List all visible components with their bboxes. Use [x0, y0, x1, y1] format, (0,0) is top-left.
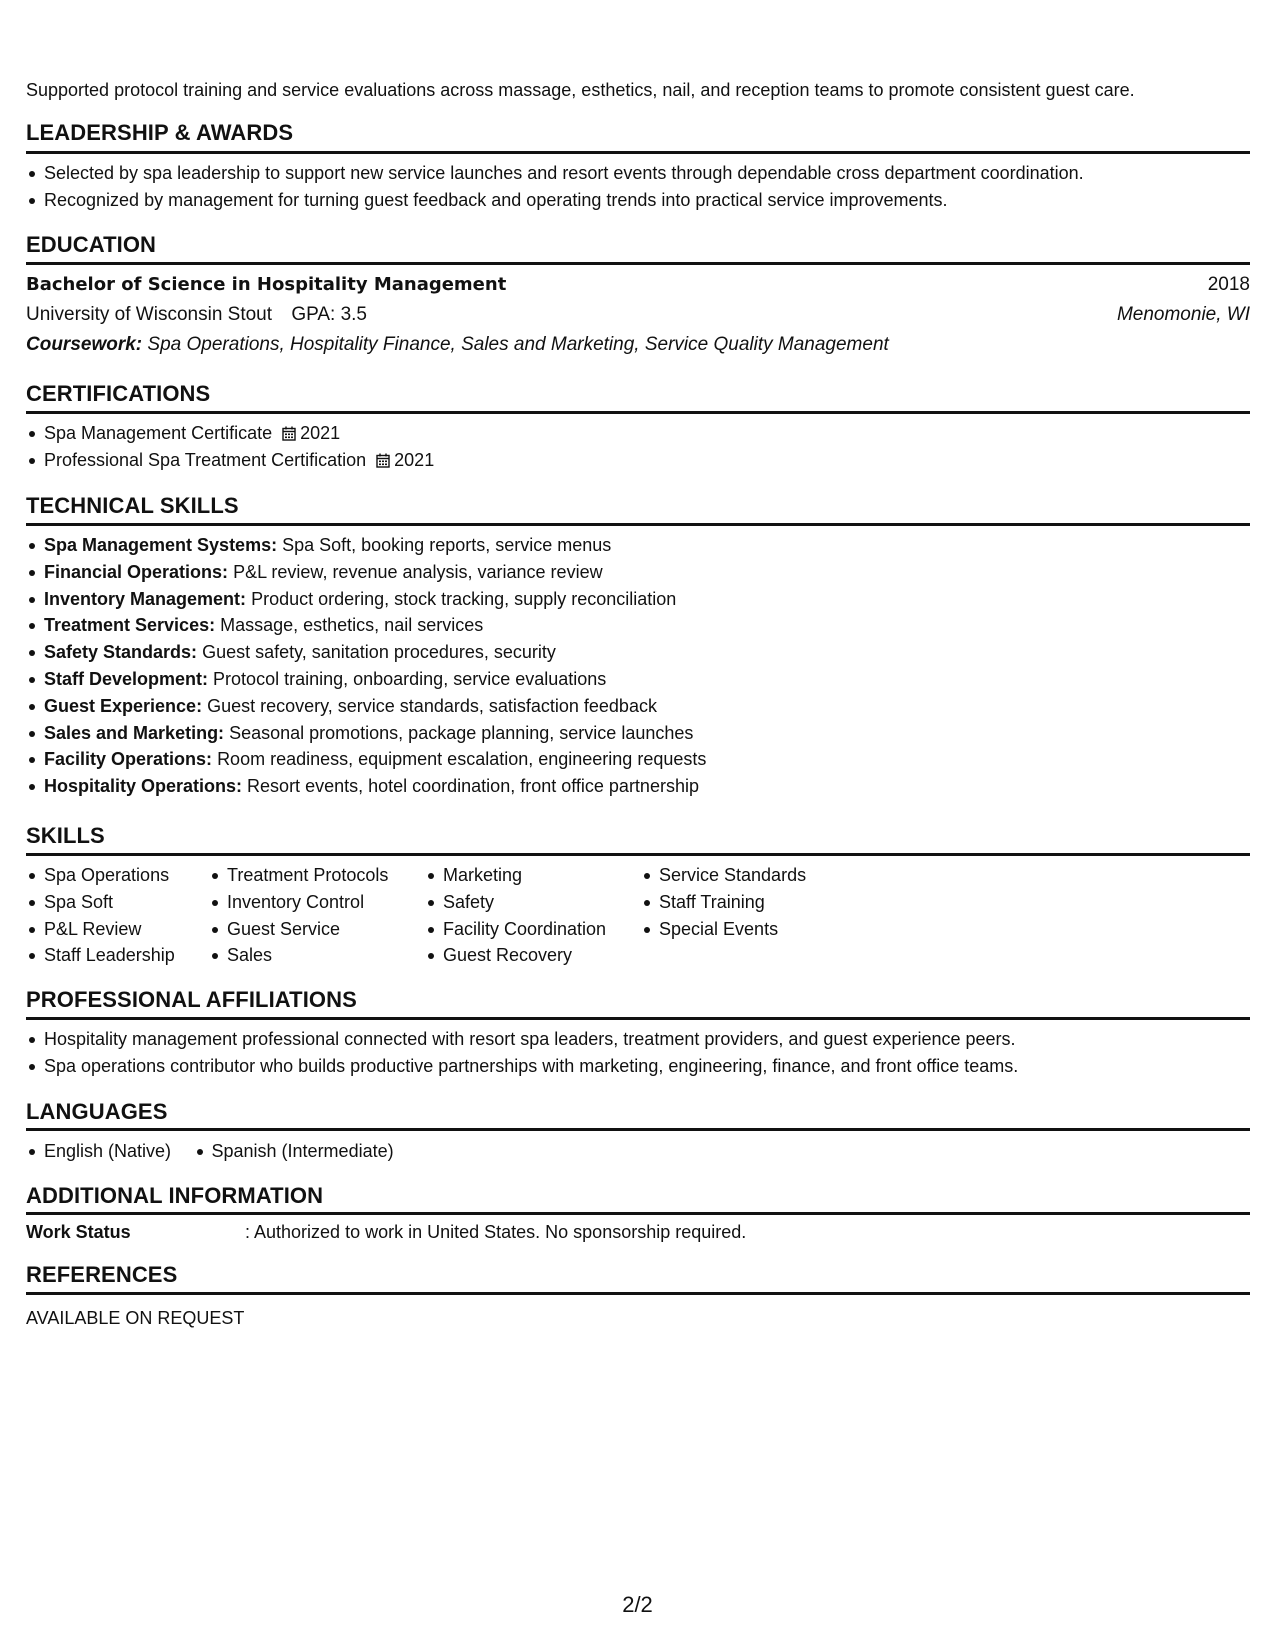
skill-item: Marketing	[425, 862, 606, 889]
certification-name: Spa Management Certificate	[44, 423, 273, 443]
section-title-leadership: LEADERSHIP & AWARDS	[26, 120, 294, 145]
skills-column	[209, 862, 388, 969]
skill-details: Seasonal promotions, package planning, service launches	[229, 722, 694, 743]
technical-skill-item	[26, 639, 706, 666]
skill-item: Treatment Protocols	[209, 862, 388, 889]
skill-category: Facility Operations:	[44, 749, 213, 770]
skill-category: Safety Standards:	[44, 642, 198, 663]
skill-details: Protocol training, onboarding, service evaluations	[213, 668, 607, 689]
skill-details: Guest safety, sanitation procedures, security	[202, 642, 556, 663]
skill-details: Room readiness, equipment escalation, engineering requests	[217, 749, 707, 770]
affiliations-list	[26, 1026, 1018, 1080]
technical-skill-item	[26, 720, 706, 747]
skill-details: Guest recovery, service standards, satisfaction feedback	[207, 695, 657, 716]
skill-item: Facility Coordination	[425, 916, 606, 943]
skill-category: Financial Operations:	[44, 561, 229, 582]
section-title-languages: LANGUAGES	[26, 1099, 168, 1124]
work-status-value: : Authorized to work in United States. No sponsorship required.	[245, 1222, 747, 1242]
certification-year: 2021	[394, 449, 435, 470]
section-divider	[26, 1292, 1250, 1295]
technical-skill-item	[26, 746, 706, 773]
education-school-row	[26, 303, 1250, 327]
school-name: University of Wisconsin Stout	[26, 304, 273, 325]
section-divider	[26, 1017, 1250, 1020]
skill-category: Treatment Services:	[44, 615, 216, 636]
skill-item: Inventory Control	[209, 889, 388, 916]
skill-item: Guest Recovery	[425, 942, 606, 969]
intro-text: Supported protocol training and service evaluations across massage, esthetics, nail, and reception teams to promote consistent guest care.	[26, 80, 1135, 100]
skill-details: P&L review, revenue analysis, variance review	[233, 561, 603, 582]
section-title-technical-skills: TECHNICAL SKILLS	[26, 493, 239, 518]
skill-item: Special Events	[641, 916, 806, 943]
certification-year: 2021	[300, 423, 341, 443]
calendar-icon	[376, 449, 390, 464]
page-number: 2/2	[622, 1592, 653, 1617]
graduation-year: 2018	[1207, 274, 1250, 295]
section-title-skills: SKILLS	[26, 823, 105, 848]
list-item: Selected by spa leadership to support new service launches and resort events through dependable cross department coordination.	[26, 160, 1084, 187]
skills-column	[641, 862, 806, 942]
skill-item: P&L Review	[26, 916, 175, 943]
section-divider	[26, 853, 1250, 856]
calendar-icon	[282, 422, 296, 437]
technical-skill-item	[26, 666, 706, 693]
technical-skill-item	[26, 559, 706, 586]
section-title-references: REFERENCES	[26, 1262, 178, 1287]
skill-category: Sales and Marketing:	[44, 722, 225, 743]
education-degree-row	[26, 273, 1250, 297]
skill-item: Staff Leadership	[26, 942, 175, 969]
skill-item: Guest Service	[209, 916, 388, 943]
skill-category: Inventory Management:	[44, 588, 247, 609]
technical-skill-item	[26, 612, 706, 639]
gpa: GPA: 3.5	[291, 304, 367, 325]
certifications-list	[26, 420, 434, 474]
section-divider	[26, 1128, 1250, 1131]
skill-category: Spa Management Systems:	[44, 535, 278, 555]
skill-category: Hospitality Operations:	[44, 776, 243, 797]
list-item: Recognized by management for turning guest feedback and operating trends into practical service improvements.	[26, 187, 1084, 214]
language-item: Spanish (Intermediate)	[194, 1138, 394, 1165]
technical-skill-item	[26, 586, 706, 613]
skill-item: Spa Soft	[26, 889, 175, 916]
skill-details: Product ordering, stock tracking, supply reconciliation	[251, 588, 677, 609]
education-coursework-row	[26, 333, 1250, 357]
certification-item	[26, 420, 434, 447]
skills-column	[425, 862, 606, 969]
work-status-label: Work Status	[26, 1222, 131, 1242]
section-title-education: EDUCATION	[26, 232, 157, 257]
skill-item: Spa Operations	[26, 862, 175, 889]
resume-page	[26, 0, 1250, 1650]
degree-name: Bachelor of Science in Hospitality Management	[26, 274, 507, 295]
skill-item: Safety	[425, 889, 606, 916]
coursework-label: Coursework:	[26, 334, 143, 355]
list-item: Spa operations contributor who builds productive partnerships with marketing, engineering, finance, and front office teams.	[26, 1053, 1018, 1080]
skill-item: Service Standards	[641, 862, 806, 889]
section-divider	[26, 151, 1250, 154]
skill-details: Spa Soft, booking reports, service menus	[282, 535, 612, 555]
languages-list	[26, 1138, 412, 1165]
section-title-affiliations: PROFESSIONAL AFFILIATIONS	[26, 987, 357, 1012]
skill-category: Staff Development:	[44, 668, 209, 689]
section-title-certifications: CERTIFICATIONS	[26, 381, 211, 406]
skill-category: Guest Experience:	[44, 695, 203, 716]
skill-details: Resort events, hotel coordination, front office partnership	[247, 776, 699, 797]
certification-item	[26, 447, 434, 474]
section-title-additional: ADDITIONAL INFORMATION	[26, 1183, 324, 1208]
technical-skill-item	[26, 693, 706, 720]
language-item: English (Native)	[26, 1138, 171, 1165]
school-location: Menomonie, WI	[1116, 304, 1250, 325]
skill-details: Massage, esthetics, nail services	[220, 615, 484, 636]
technical-skills-list	[26, 532, 706, 800]
section-divider	[26, 262, 1250, 265]
section-divider	[26, 1212, 1250, 1215]
leadership-list	[26, 160, 1084, 214]
skill-item: Staff Training	[641, 889, 806, 916]
references-text: AVAILABLE ON REQUEST	[26, 1308, 245, 1328]
technical-skill-item	[26, 532, 706, 559]
certification-name: Professional Spa Treatment Certification	[44, 449, 367, 470]
skill-item: Sales	[209, 942, 388, 969]
section-divider	[26, 523, 1250, 526]
section-divider	[26, 411, 1250, 414]
technical-skill-item	[26, 773, 706, 800]
list-item: Hospitality management professional connected with resort spa leaders, treatment providers, and guest experience peers.	[26, 1026, 1018, 1053]
skills-column	[26, 862, 175, 969]
coursework-list: Spa Operations, Hospitality Finance, Sales and Marketing, Service Quality Management	[147, 334, 889, 355]
